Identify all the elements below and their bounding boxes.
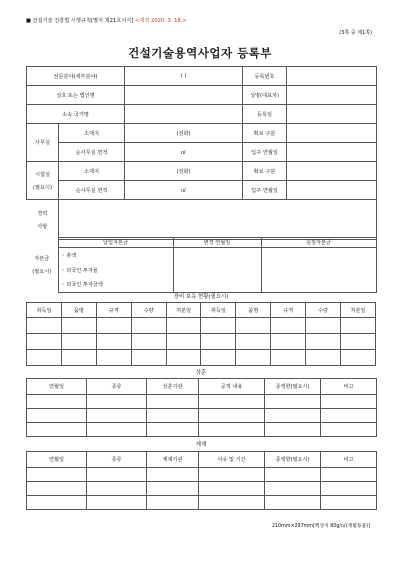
rep-label: 성명(대표자) xyxy=(243,86,287,105)
lab-secure-label: 확보 구분 xyxy=(243,162,287,181)
equipment-row xyxy=(27,350,376,366)
award-header-agency: 상훈기관 xyxy=(147,379,199,395)
sanction-header-date: 연월일 xyxy=(27,452,87,468)
equipment-table xyxy=(26,302,376,366)
awards-title: 상훈 xyxy=(195,370,207,376)
sanctions-table xyxy=(26,451,377,510)
sanction-row xyxy=(27,482,377,496)
sanction-header-note: 비고 xyxy=(321,452,377,468)
form-reference xyxy=(26,17,187,24)
actual-capital-header: 실질자본금 xyxy=(261,238,376,248)
office-secure-label: 확보 구분 xyxy=(243,124,287,143)
actual-capital-value xyxy=(261,248,376,293)
career-label-a: 경력 xyxy=(37,210,48,217)
equipment-title: 장비 보유 현황(필요시) xyxy=(173,294,229,300)
office-address-label: 소재지 xyxy=(59,124,125,143)
sanction-header-type: 종류 xyxy=(87,452,147,468)
office-area-label: 순사무실 면적 xyxy=(59,143,125,162)
lab-label-text: 시험실 xyxy=(34,171,51,178)
award-header-amount: 종액향(필요시) xyxy=(265,379,321,395)
eq-header-6: 취득일 xyxy=(201,303,236,318)
office-area-unit: ㎡ xyxy=(125,143,243,162)
reg-date-label: 등록일 xyxy=(243,105,287,124)
paid-in-header: 납입자본금 xyxy=(58,238,173,248)
career-label xyxy=(27,200,59,240)
specialty-value: ( ) xyxy=(125,67,243,86)
office-label: 사무실 xyxy=(27,124,59,162)
award-row xyxy=(27,395,377,409)
career-value xyxy=(59,200,377,240)
company-name-value xyxy=(125,86,243,105)
sanction-row xyxy=(27,496,377,510)
eq-header-4: 수량 xyxy=(131,303,166,318)
award-header-type: 종류 xyxy=(87,379,147,395)
eq-header-9: 수량 xyxy=(306,303,341,318)
eq-header-8: 규격 xyxy=(271,303,306,318)
office-phone: (전화) xyxy=(125,124,243,143)
nationality-label: 소속 국가명 xyxy=(27,105,125,124)
lab-label-opt: (필요시) xyxy=(32,184,53,191)
lab-area-unit: ㎡ xyxy=(125,181,243,200)
form-reference-text: ■ 건설기술 진흥법 시행규칙[별지 제21호서식] xyxy=(26,18,134,24)
page-number: (3쪽 중 제1쪽) xyxy=(339,30,372,36)
lab-area-label: 순사무실 면적 xyxy=(59,181,125,200)
sanctions-title: 제재 xyxy=(195,442,207,448)
lab-address-label: 소재지 xyxy=(59,162,125,181)
eq-header-2: 품명 xyxy=(61,303,96,318)
rep-value xyxy=(287,86,377,105)
paper-spec: 210mm×297mm[백상지 80g/㎡(재활용품)] xyxy=(271,524,370,529)
lab-label xyxy=(27,162,59,200)
award-header-merit: 공적 내용 xyxy=(199,379,265,395)
lab-phone: (전화) xyxy=(125,162,243,181)
capital-item-total: ◦ 총액 xyxy=(58,248,173,263)
capital-label xyxy=(26,238,58,293)
amendment-date: <개정 2020. 3. 18.> xyxy=(135,18,187,24)
office-secure-value xyxy=(287,124,377,143)
lab-move-in-label: 입주 연월일 xyxy=(243,181,287,200)
specialty-label: 전문분야(세부분야) xyxy=(27,67,125,86)
award-row xyxy=(27,423,377,437)
sanction-row xyxy=(27,468,377,482)
lab-move-in-value xyxy=(287,181,377,200)
eq-header-5: 처분일 xyxy=(166,303,201,318)
change-date-value xyxy=(173,248,261,293)
change-date-header: 변경 연월일 xyxy=(173,238,261,248)
equipment-row xyxy=(27,334,376,350)
capital-item-foreign-amount: ◦ 외국인 투자금액 xyxy=(58,278,173,293)
reg-date-value xyxy=(287,105,377,124)
equipment-row xyxy=(27,318,376,334)
registration-table xyxy=(26,66,377,240)
company-name-label: 상호 또는 법인명 xyxy=(27,86,125,105)
capital-item-foreign-rate: ◦ 외국인 투자율 xyxy=(58,263,173,278)
reg-no-label: 등록번호 xyxy=(243,67,287,86)
career-label-b: 사항 xyxy=(37,223,48,230)
capital-table xyxy=(26,237,377,293)
reg-no-value xyxy=(287,67,377,86)
eq-header-1: 취득일 xyxy=(27,303,62,318)
eq-header-3: 규격 xyxy=(96,303,131,318)
sanction-header-agency: 제재기관 xyxy=(147,452,199,468)
award-row xyxy=(27,409,377,423)
award-header-date: 연월일 xyxy=(27,379,87,395)
awards-table xyxy=(26,378,377,437)
capital-label-text: 자본금 xyxy=(34,256,50,262)
sanction-header-amount: 종액향(필요시) xyxy=(265,452,321,468)
lab-secure-value xyxy=(287,162,377,181)
nationality-value xyxy=(125,105,243,124)
award-header-note: 비고 xyxy=(321,379,377,395)
office-move-in-value xyxy=(287,143,377,162)
capital-label-opt: (필요시) xyxy=(32,269,52,275)
office-move-in-label: 입주 연월일 xyxy=(243,143,287,162)
sanction-header-reason: 사유 및 기간 xyxy=(199,452,265,468)
eq-header-10: 처분일 xyxy=(341,303,376,318)
page-title: 건설기술용역사업자 등록부 xyxy=(128,46,272,60)
eq-header-7: 품명 xyxy=(236,303,271,318)
